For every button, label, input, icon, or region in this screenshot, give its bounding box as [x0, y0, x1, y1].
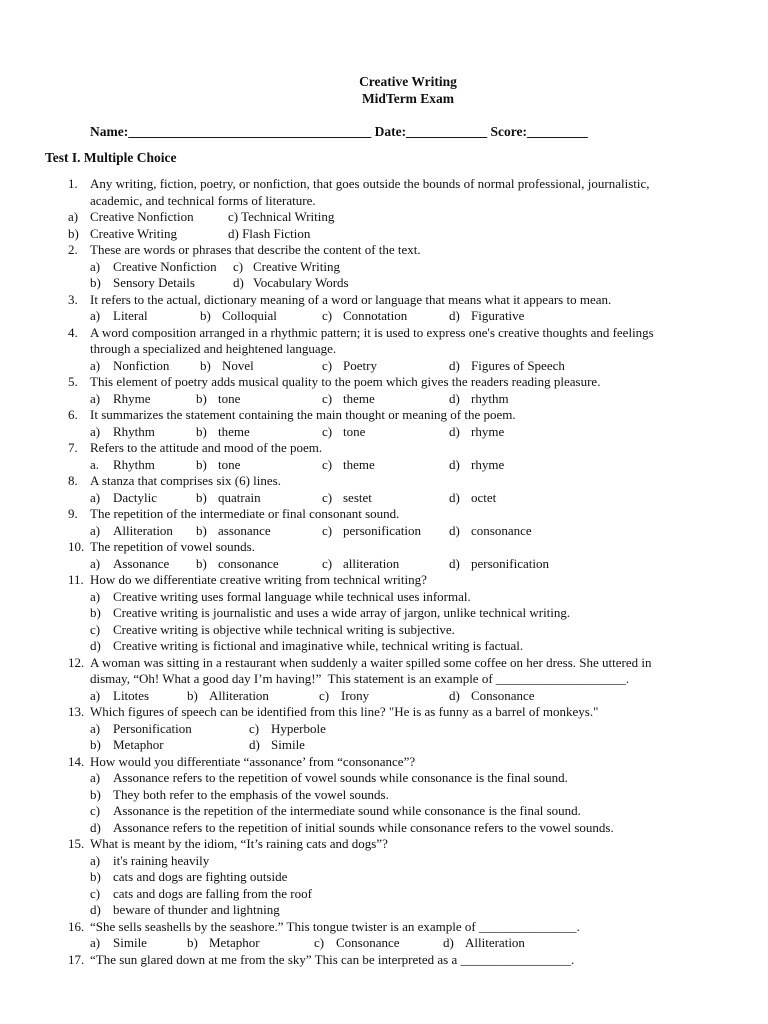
question-text: What is meant by the idiom, “It’s raining cats and dogs”?	[90, 836, 388, 851]
option-row	[0, 308, 768, 325]
question-text: These are words or phrases that describe the content of the text.	[90, 242, 421, 257]
option-letter: a)	[90, 588, 101, 604]
option-letter: c)	[314, 935, 325, 950]
option-letter: b)	[200, 308, 211, 323]
option-text: assonance	[218, 522, 271, 538]
option-text: Hyperbole	[271, 720, 326, 736]
option-row	[0, 638, 768, 655]
option-text: They both refer to the emphasis of the vowel sounds.	[113, 786, 389, 802]
option-row	[0, 869, 768, 886]
option-row	[0, 935, 768, 952]
option-letter: a)	[90, 390, 101, 406]
option-text: personification	[343, 522, 421, 538]
option-letter: b)	[90, 869, 101, 884]
option-letter: d)	[443, 935, 454, 950]
question-text: A woman was sitting in a restaurant when suddenly a waiter spilled some coffee on her dress. She uttered in	[90, 654, 652, 670]
question-line	[0, 193, 768, 210]
option-text: Creative Writing	[253, 258, 340, 274]
question-number: 11.	[68, 572, 84, 587]
option-letter: d)	[90, 819, 101, 835]
option-letter: a)	[90, 357, 101, 373]
question-number: 2.	[68, 242, 78, 257]
option-text: Figures of Speech	[471, 357, 565, 373]
option-text: consonance	[471, 522, 532, 538]
option-text: Vocabulary Words	[253, 275, 349, 290]
option-letter: d)	[90, 902, 101, 917]
option-text: Novel	[222, 357, 254, 373]
option-letter: d)	[90, 638, 101, 653]
option-text: Assonance refers to the repetition of vowel sounds while consonance is the final sound.	[113, 770, 568, 785]
question-line	[0, 374, 768, 391]
question-line	[0, 325, 768, 342]
question-line	[0, 440, 768, 457]
option-letter: b)	[90, 737, 101, 752]
option-text: cats and dogs are fighting outside	[113, 869, 288, 884]
option-text: Creative writing uses formal language while technical uses informal.	[113, 588, 471, 604]
question-line	[0, 506, 768, 523]
option-letter: b)	[196, 423, 207, 439]
option-letter: b)	[200, 357, 211, 373]
question-text: The repetition of the intermediate or final consonant sound.	[90, 506, 400, 521]
option-letter: b)	[68, 225, 79, 241]
option-text: Alliteration	[465, 935, 525, 950]
option-text: rhyme	[471, 456, 505, 472]
question-item	[0, 754, 768, 837]
option-text: octet	[471, 489, 497, 505]
option-letter: c)	[322, 390, 333, 406]
name-date-score-line: Name:____________________________________ Date:____________ Score:_________	[90, 124, 588, 139]
question-number: 5.	[68, 374, 78, 389]
question-line	[0, 952, 768, 969]
option-letter: b)	[196, 522, 207, 538]
question-item	[0, 506, 768, 539]
option-text: Creative writing is journalistic and uses a wide array of jargon, unlike technical writing.	[113, 605, 571, 620]
question-line	[0, 341, 768, 358]
question-item	[0, 440, 768, 473]
option-text: Consonance	[471, 687, 535, 703]
option-letter: c)	[322, 489, 333, 505]
option-row	[0, 902, 768, 919]
question-item	[0, 242, 768, 292]
option-row	[0, 770, 768, 787]
option-text: Figurative	[471, 308, 525, 323]
option-text: Simile	[113, 935, 147, 950]
option-row	[0, 358, 768, 375]
option-letter: d)	[449, 522, 460, 538]
option-letter: a)	[90, 258, 101, 274]
question-line	[0, 919, 768, 936]
option-text: rhythm	[471, 390, 509, 406]
option-letter: a)	[90, 423, 101, 439]
option-letter: b)	[196, 489, 207, 505]
option-row	[0, 853, 768, 870]
question-item	[0, 836, 768, 919]
question-line	[0, 473, 768, 490]
option-row	[0, 209, 768, 226]
question-text: How would you differentiate “assonance’ from “consonance”?	[90, 753, 416, 769]
option-letter: c)	[322, 423, 333, 439]
question-number: 1.	[68, 176, 78, 191]
option-text: Assonance	[113, 555, 170, 571]
option-letter: d)	[449, 555, 460, 571]
question-number: 9.	[68, 506, 78, 521]
option-letter: b)	[187, 935, 198, 950]
question-line	[0, 176, 768, 193]
option-letter: b)	[196, 555, 207, 571]
option-text: sestet	[343, 489, 372, 505]
question-number: 13.	[68, 704, 85, 719]
option-letter: d)	[449, 687, 460, 703]
question-item	[0, 655, 768, 705]
option-letter: a)	[90, 720, 101, 736]
option-text: Literal	[113, 308, 148, 323]
option-text: tone	[343, 423, 366, 439]
option-text: Creative Nonfiction	[90, 209, 194, 224]
option-text: rhyme	[471, 423, 505, 439]
option-text: Consonance	[336, 935, 400, 950]
question-number: 4.	[68, 324, 78, 340]
option-text: theme	[343, 390, 375, 406]
exam-subtitle: MidTerm Exam	[361, 91, 455, 106]
question-line	[0, 572, 768, 589]
question-line	[0, 754, 768, 771]
option-text: Creative Nonfiction	[113, 258, 217, 274]
option-text: personification	[471, 555, 549, 571]
option-row	[0, 688, 768, 705]
question-line	[0, 242, 768, 259]
option-letter: b)	[196, 390, 207, 406]
option-text: Metaphor	[113, 737, 164, 752]
option-letter: c)	[90, 621, 101, 637]
option-text: Metaphor	[209, 935, 260, 950]
question-text: It refers to the actual, dictionary meaning of a word or language that means what it appears to mean.	[90, 291, 612, 307]
question-number: 15.	[68, 836, 85, 851]
option-letter: c)	[319, 687, 330, 703]
option-letter: a.	[90, 456, 100, 472]
question-number: 12.	[68, 654, 85, 670]
question-item	[0, 407, 768, 440]
option-letter: a)	[68, 209, 79, 224]
question-text: Any writing, fiction, poetry, or nonfiction, that goes outside the bounds of normal professional, journalistic,	[90, 176, 650, 191]
question-text: The repetition of vowel sounds.	[90, 539, 255, 554]
question-number: 17.	[68, 951, 85, 967]
option-letter: a)	[90, 308, 101, 323]
option-row	[0, 886, 768, 903]
option-row	[0, 589, 768, 606]
question-text: It summarizes the statement containing the main thought or meaning of the poem.	[90, 407, 516, 422]
option-letter: d)	[249, 737, 260, 752]
question-number: 6.	[68, 407, 78, 422]
question-text: Which figures of speech can be identified from this line? "He is as funny as a barrel of monkeys."	[90, 704, 599, 719]
option-letter: c)	[90, 885, 101, 901]
option-letter: c)	[322, 308, 333, 323]
option-letter: d)	[449, 456, 460, 472]
option-text: Connotation	[343, 308, 408, 323]
option-letter: c)	[233, 258, 244, 274]
question-text: academic, and technical forms of literature.	[90, 192, 316, 208]
exam-title: Creative Writing	[359, 74, 457, 89]
option-text: Sensory Details	[113, 275, 195, 290]
option-text: Colloquial	[222, 308, 277, 323]
option-row	[0, 721, 768, 738]
option-row	[0, 605, 768, 622]
option-text: Alliteration	[209, 687, 269, 703]
question-line	[0, 655, 768, 672]
option-text: Litotes	[113, 687, 150, 703]
option-letter: a)	[90, 687, 101, 703]
option-text: Assonance is the repetition of the intermediate sound while consonance is the final sound.	[113, 803, 581, 818]
option-letter: a)	[90, 555, 101, 571]
question-item	[0, 325, 768, 375]
question-number: 3.	[68, 291, 78, 307]
option-text: beware of thunder and lightning	[113, 902, 280, 917]
option-text: theme	[218, 423, 250, 439]
option-text: theme	[343, 456, 375, 472]
option-text: Simile	[271, 737, 305, 752]
option-letter: a)	[90, 852, 101, 868]
question-number: 14.	[68, 753, 85, 769]
question-item	[0, 176, 768, 242]
option-text: alliteration	[343, 555, 400, 571]
option-row	[0, 226, 768, 243]
question-text: A word composition arranged in a rhythmic pattern; it is used to express one's creative thoughts and feelings	[90, 324, 654, 340]
option-letter: c)	[322, 456, 333, 472]
question-text: How do we differentiate creative writing from technical writing?	[90, 572, 427, 587]
option-letter: c)	[322, 522, 333, 538]
question-item	[0, 704, 768, 754]
option-text: quatrain	[218, 489, 261, 505]
question-item	[0, 292, 768, 325]
question-line	[0, 407, 768, 424]
question-number: 10.	[68, 539, 85, 554]
option-text: tone	[218, 390, 241, 406]
section-title: Test I. Multiple Choice	[45, 150, 177, 165]
option-letter: b)	[187, 687, 198, 703]
question-text: This element of poetry adds musical quality to the poem which gives the readers reading pleasure.	[90, 374, 601, 389]
option-text: Rhythm	[113, 456, 155, 472]
option-row	[0, 803, 768, 820]
question-item	[0, 374, 768, 407]
option-letter: a)	[90, 935, 101, 950]
option-row	[0, 457, 768, 474]
option-text: it's raining heavily	[113, 852, 210, 868]
option-row	[0, 424, 768, 441]
question-text: “The sun glared down at me from the sky” This can be interpreted as a _________________.	[90, 951, 575, 967]
option-letter: d)	[449, 308, 460, 323]
question-number: 16.	[68, 918, 85, 934]
question-line	[0, 704, 768, 721]
question-list	[0, 176, 768, 968]
option-row	[0, 737, 768, 754]
option-text: Personification	[113, 720, 192, 736]
option-text: Assonance refers to the repetition of initial sounds while consonance refers to the vowel sounds.	[113, 819, 614, 835]
option-text: Alliteration	[113, 522, 173, 538]
option-letter: c)	[322, 555, 333, 571]
question-item	[0, 539, 768, 572]
option-text: Poetry	[343, 357, 377, 373]
option-text: Creative Writing	[90, 225, 177, 241]
question-text: A stanza that comprises six (6) lines.	[90, 473, 281, 488]
option-row	[0, 556, 768, 573]
question-number: 7.	[68, 440, 78, 455]
option-text: Nonfiction	[113, 357, 170, 373]
option-row	[0, 391, 768, 408]
option-letter: d)	[449, 423, 460, 439]
question-item	[0, 919, 768, 952]
option-text: Creative writing is objective while technical writing is subjective.	[113, 621, 455, 637]
option-letter: b)	[90, 605, 101, 620]
option-letter: a)	[90, 770, 101, 785]
option-letter: c)	[90, 803, 101, 818]
question-item	[0, 572, 768, 655]
option-letter: d)	[449, 357, 460, 373]
option-letter: d)	[449, 489, 460, 505]
option-row	[0, 490, 768, 507]
option-letter: b)	[90, 275, 101, 290]
question-text: “She sells seashells by the seashore.” This tongue twister is an example of _______________.	[90, 918, 580, 934]
option-letter: c)	[322, 357, 333, 373]
option-letter: a)	[90, 489, 101, 505]
option-text: cats and dogs are falling from the roof	[113, 885, 312, 901]
option-text: Irony	[341, 687, 370, 703]
question-item	[0, 952, 768, 969]
option-text: Creative writing is fictional and imaginative while, technical writing is factual.	[113, 638, 524, 653]
option-letter: c)	[249, 720, 260, 736]
option-row	[0, 259, 768, 276]
option-row	[0, 523, 768, 540]
option-row	[0, 820, 768, 837]
question-number: 8.	[68, 473, 78, 488]
option-text: tone	[218, 456, 241, 472]
option-text: c) Technical Writing	[228, 209, 335, 224]
option-row	[0, 275, 768, 292]
question-text: Refers to the attitude and mood of the poem.	[90, 440, 323, 455]
option-text: consonance	[218, 555, 279, 571]
question-line	[0, 671, 768, 688]
question-line	[0, 836, 768, 853]
option-letter: a)	[90, 522, 101, 538]
question-text: dismay, “Oh! What a good day I’m having!” This statement is an example of ____________________.	[90, 671, 630, 686]
option-letter: d)	[449, 390, 460, 406]
option-row	[0, 787, 768, 804]
option-text: Dactylic	[113, 489, 158, 505]
option-letter: b)	[196, 456, 207, 472]
option-text: d) Flash Fiction	[228, 225, 311, 241]
question-line	[0, 292, 768, 309]
question-text: through a specialized and heightened language.	[90, 341, 337, 356]
option-text: Rhythm	[113, 423, 155, 439]
option-letter: b)	[90, 786, 101, 802]
question-item	[0, 473, 768, 506]
option-letter: d)	[233, 275, 244, 290]
option-row	[0, 622, 768, 639]
option-text: Rhyme	[113, 390, 151, 406]
question-line	[0, 539, 768, 556]
